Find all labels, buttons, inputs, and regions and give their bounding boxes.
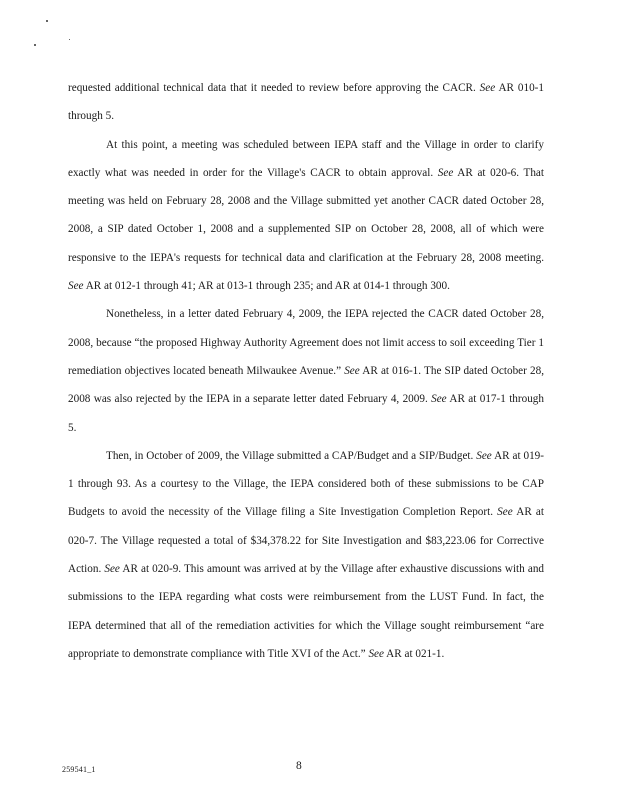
paragraph-budget: Then, in October of 2009, the Village submitted a CAP/Budget and a SIP/Budget. See AR at 019-1 through 93. As a courtesy to the Village, the IEPA considered both of these submissions to be CAP Budgets to avoid the necessity of the Village filing a Site Investigation Completion Report. See AR at 020-7. The Village requested a total of $34,378.22 for Site Investigation and $83,223.06 for Corrective Action. See AR at 020-9. This amount was arrived at by the Village after exhaustive discussions with and submissions to the IEPA regarding what costs were reimbursement from the LUST Fund. In fact, the IEPA determined that all of the remediation activities for which the Village sought reimbursement “are appropriate to demonstrate compliance with Title XVI of the Act.” See AR at 021-1. xyxy=(68,449,545,660)
footer-document-id: 259541_1 xyxy=(62,765,96,774)
scan-speck xyxy=(69,39,70,40)
paragraph-rejection: Nonetheless, in a letter dated February 4, 2009, the IEPA rejected the CACR dated October 28, 2008, because “the proposed Highway Authority Agreement does not limit access to soil exceeding Tier 1 remediation objectives located beneath Milwaukee Avenue.” See AR at 016-1. The SIP dated October 28, 2008 was also rejected by the IEPA in a separate letter dated February 4, 2009. See AR at 017-1 through 5. xyxy=(68,308,544,434)
scan-speck xyxy=(46,20,48,22)
paragraph-continuation: requested additional technical data that it needed to review before approving the CACR. See AR 010-1 through 5. xyxy=(68,82,544,123)
paragraph-meeting: At this point, a meeting was scheduled between IEPA staff and the Village in order to clarify exactly what was needed in order for the Village's CACR to obtain approval. See AR at 020-6. That meeting was held on February 28, 2008 and the Village submitted yet another CACR dated October 28, 2008, a SIP dated October 1, 2008 and a supplemented SIP on October 28, 2008, all of which were responsive to the IEPA's requests for technical data and clarification at the February 28, 2008 meeting. See AR at 012-1 through 41; AR at 013-1 through 235; and AR at 014-1 through 300. xyxy=(68,138,544,293)
scan-speck xyxy=(34,44,36,46)
page-number: 8 xyxy=(296,760,302,772)
body-text xyxy=(68,74,544,668)
